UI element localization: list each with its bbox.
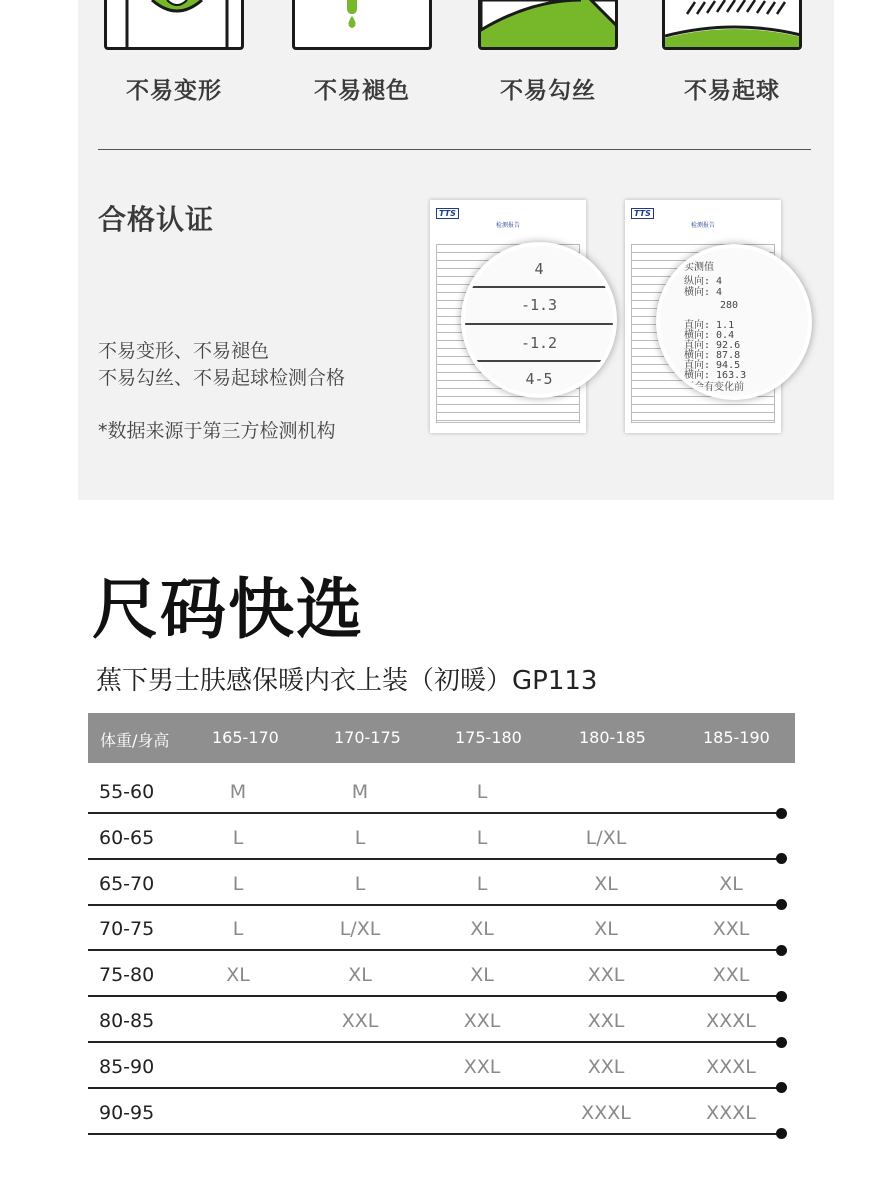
- row-divider: [88, 858, 782, 860]
- row-end-dot: [776, 853, 787, 864]
- size-cell: XXXL: [706, 1010, 756, 1032]
- row-weight-label: 80-85: [99, 1010, 155, 1032]
- certification-line-1: 不易变形、不易褪色: [98, 340, 270, 362]
- feature-label: 不易勾丝: [500, 78, 596, 104]
- magnified-value: 直向: 94.5: [684, 360, 741, 371]
- size-cell: XXL: [463, 1010, 501, 1032]
- size-cell: XXL: [587, 1055, 625, 1078]
- row-weight-label: 85-90: [99, 1055, 155, 1078]
- certification-title: 合格认证: [98, 203, 215, 236]
- header-height-col: 175-180: [455, 728, 522, 747]
- tts-logo: TTS: [436, 208, 459, 219]
- row-divider: [88, 1087, 782, 1089]
- row-divider: [88, 949, 782, 951]
- magnifier-1: [461, 242, 617, 398]
- magnified-value: 实测值: [684, 262, 714, 273]
- size-guide-heading: 尺码快选: [92, 571, 364, 648]
- header-height-col: 165-170: [212, 728, 279, 747]
- size-cell: L/XL: [585, 826, 627, 849]
- size-cell: L: [476, 781, 488, 803]
- magnified-value: 直向: 1.1: [684, 320, 735, 331]
- magnified-value: 纵向: 4: [684, 276, 723, 287]
- row-divider: [88, 1041, 782, 1043]
- size-cell: XXXL: [706, 1101, 756, 1124]
- size-cell: L: [476, 872, 488, 895]
- report-title: 检测报告: [495, 222, 520, 229]
- row-weight-label: 75-80: [99, 964, 155, 987]
- size-cell: XL: [348, 964, 372, 987]
- magnified-value: 横向: 163.3: [684, 370, 747, 381]
- row-weight-label: 70-75: [99, 918, 155, 941]
- magnified-value: 280: [720, 300, 739, 311]
- size-cell: L: [232, 918, 244, 941]
- fabric-pilling-icon: [662, 0, 802, 50]
- row-end-dot: [776, 899, 787, 910]
- row-divider: [88, 1133, 782, 1135]
- report-title: 检测报告: [690, 222, 715, 229]
- product-name: 蕉下男士肤感保暖内衣上装（初暖）GP113: [96, 666, 598, 696]
- size-cell: L: [232, 872, 244, 895]
- size-cell: XXXL: [706, 1055, 756, 1078]
- row-weight-label: 60-65: [99, 826, 155, 849]
- magnified-value: -1.2: [520, 334, 558, 352]
- magnified-value: 4: [534, 260, 544, 278]
- magnified-value: 4-5: [525, 370, 553, 388]
- shirt-shape-icon: [104, 0, 244, 50]
- size-cell: XL: [470, 918, 494, 941]
- size-cell: L: [354, 826, 366, 849]
- size-cell: L: [354, 872, 366, 895]
- fabric-snag-icon: [478, 0, 618, 50]
- magnifier-2: [656, 244, 812, 400]
- row-divider: [88, 995, 782, 997]
- size-cell: XXL: [341, 1010, 379, 1032]
- header-height-col: 170-175: [334, 728, 401, 747]
- section-divider: [98, 149, 811, 150]
- size-cell: XXL: [587, 1010, 625, 1032]
- feature-label: 不易起球: [684, 78, 780, 104]
- color-drip-icon: [292, 0, 432, 50]
- size-cell: L: [232, 826, 244, 849]
- header-height-col: 185-190: [703, 728, 770, 747]
- header-height-col: 180-185: [579, 728, 646, 747]
- data-source-note: *数据来源于第三方检测机构: [98, 420, 336, 442]
- size-cell: M: [351, 781, 369, 803]
- certification-line-2: 不易勾丝、不易起球检测合格: [98, 367, 346, 389]
- size-cell: XXL: [463, 1055, 501, 1078]
- size-cell: XL: [594, 918, 618, 941]
- magnified-value: 横向: 0.4: [684, 330, 735, 341]
- tts-logo: TTS: [631, 208, 654, 219]
- magnified-value: -1.3: [520, 296, 558, 314]
- row-end-dot: [776, 945, 787, 956]
- size-cell: XXL: [712, 964, 750, 987]
- row-weight-label: 55-60: [99, 781, 155, 803]
- magnified-rule: [465, 286, 613, 288]
- size-cell: XXL: [712, 918, 750, 941]
- row-end-dot: [776, 991, 787, 1002]
- row-end-dot: [776, 1082, 787, 1093]
- row-end-dot: [776, 1037, 787, 1048]
- row-end-dot: [776, 1128, 787, 1139]
- size-cell: XL: [226, 964, 250, 987]
- magnified-value: 直向: 92.6: [684, 340, 741, 351]
- size-cell: L: [476, 826, 488, 849]
- size-table-header: [88, 713, 795, 763]
- row-weight-label: 90-95: [99, 1101, 155, 1124]
- feature-label: 不易变形: [126, 78, 222, 104]
- row-divider: [88, 812, 782, 814]
- row-weight-label: 65-70: [99, 872, 155, 895]
- header-weight-height: 体重/身高: [100, 731, 170, 750]
- size-cell: XL: [470, 964, 494, 987]
- row-divider: [88, 904, 782, 906]
- magnified-value: 横向: 4: [684, 287, 723, 298]
- magnified-rule: [465, 323, 613, 325]
- size-cell: XL: [594, 872, 618, 895]
- size-cell: XXXL: [581, 1101, 631, 1124]
- size-cell: M: [229, 781, 247, 803]
- magnified-value: 横向: 87.8: [684, 350, 741, 361]
- magnified-rule: [465, 360, 613, 362]
- feature-label: 不易褪色: [314, 78, 410, 104]
- size-cell: XL: [719, 872, 743, 895]
- row-end-dot: [776, 808, 787, 819]
- size-cell: XXL: [587, 964, 625, 987]
- size-cell: L/XL: [339, 918, 381, 941]
- magnified-value: 不会有变化前: [684, 382, 744, 393]
